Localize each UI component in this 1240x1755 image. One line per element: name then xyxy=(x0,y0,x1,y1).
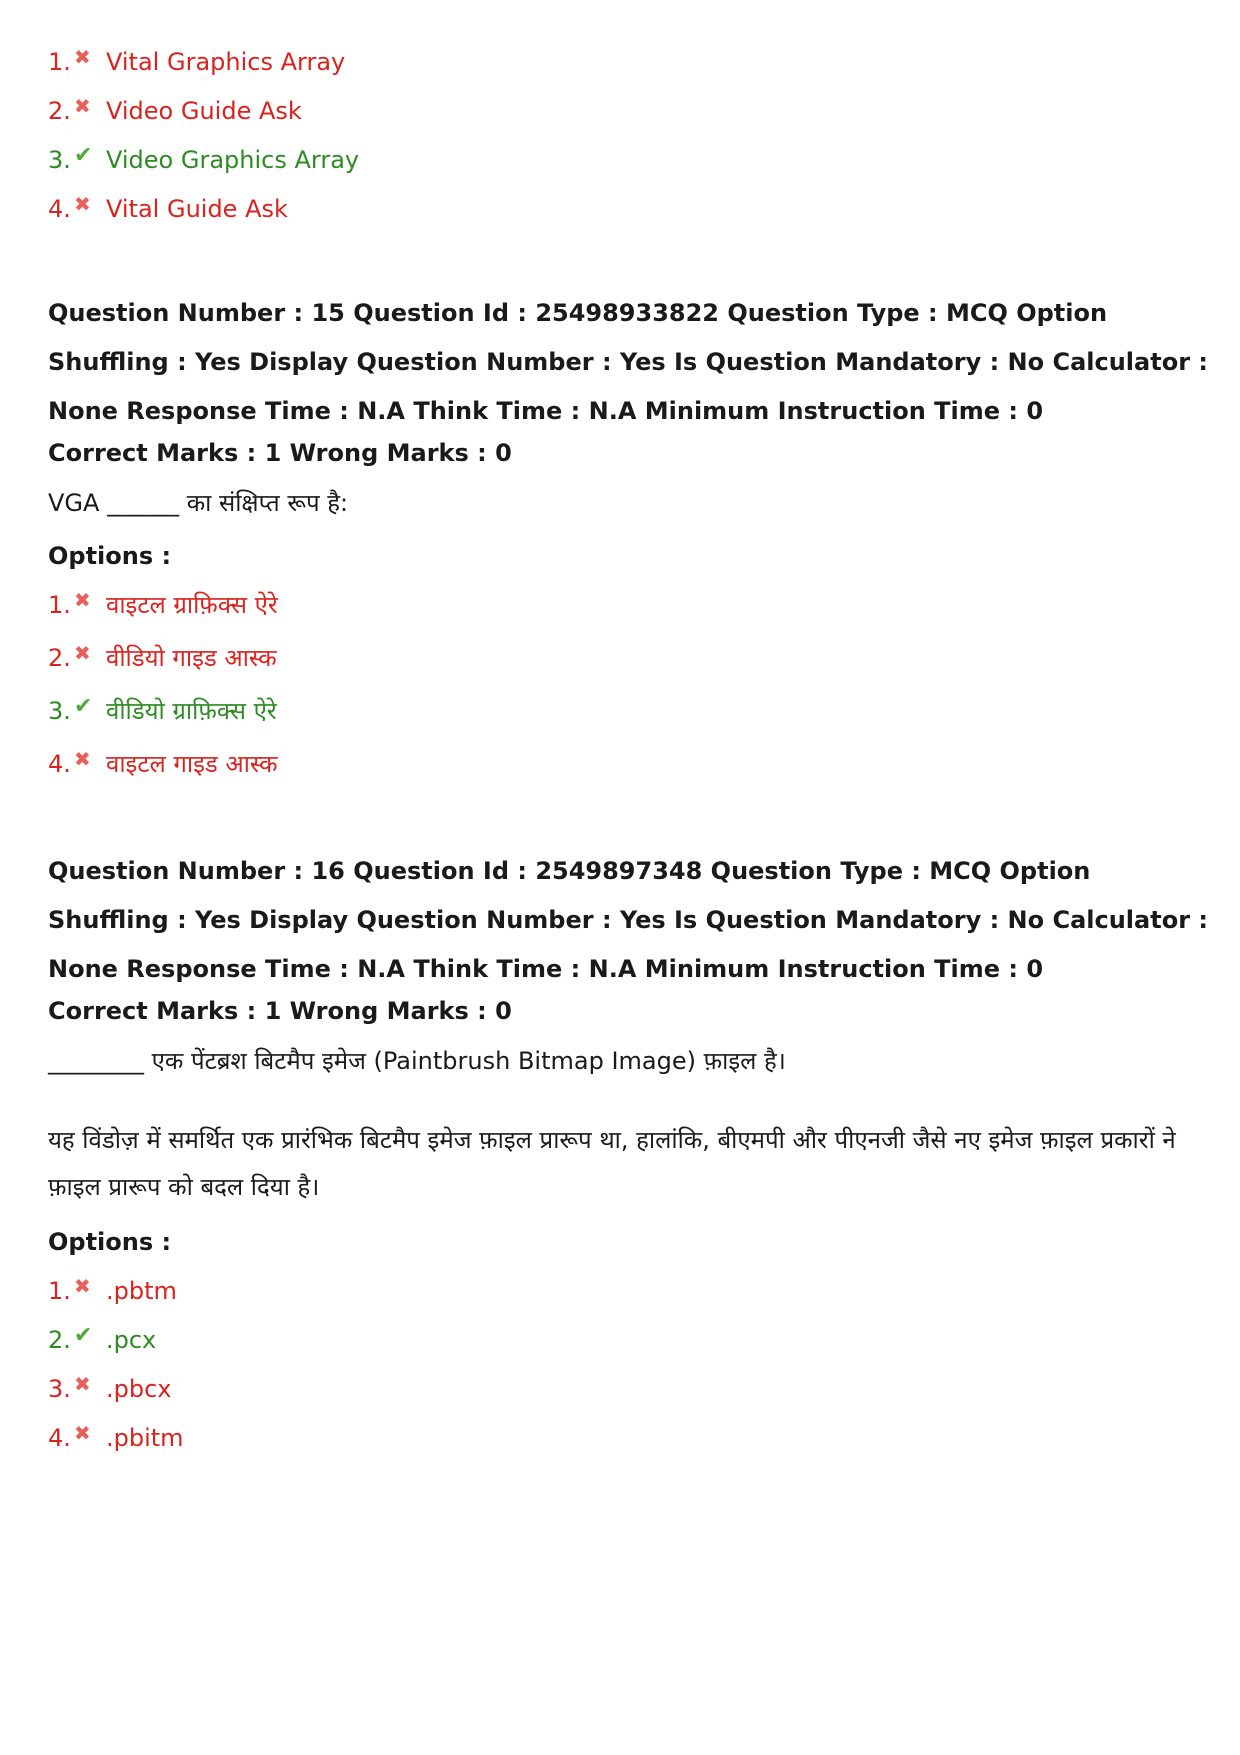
check-icon: ✔ xyxy=(74,143,93,168)
option-text: वीडियो ग्राफ़िक्स ऐरे xyxy=(106,697,277,725)
options-heading: Options : xyxy=(48,542,172,570)
option-item xyxy=(48,1325,156,1355)
option-text: .pbcx xyxy=(106,1375,172,1403)
option-number: 3. xyxy=(48,697,71,725)
option-item xyxy=(48,1374,172,1404)
option-item xyxy=(48,145,359,175)
option-number: 2. xyxy=(48,644,71,672)
option-text: वीडियो गाइड आस्क xyxy=(106,644,277,672)
cross-icon: ✖ xyxy=(74,192,91,216)
option-item xyxy=(48,590,278,620)
option-number: 4. xyxy=(48,1424,71,1452)
check-icon: ✔ xyxy=(74,694,93,719)
option-text: .pbitm xyxy=(106,1424,184,1452)
option-item xyxy=(48,1276,177,1306)
cross-icon: ✖ xyxy=(74,1372,91,1396)
option-text: .pcx xyxy=(106,1326,157,1354)
option-item xyxy=(48,1423,184,1453)
option-item xyxy=(48,194,288,224)
option-item xyxy=(48,749,278,779)
cross-icon: ✖ xyxy=(74,94,91,118)
cross-icon: ✖ xyxy=(74,747,91,771)
option-text: Vital Guide Ask xyxy=(106,195,288,223)
option-number: 1. xyxy=(48,48,71,76)
cross-icon: ✖ xyxy=(74,1421,91,1445)
option-number: 2. xyxy=(48,97,71,125)
question-explanation: यह विंडोज़ में समर्थित एक प्रारंभिक बिटमैप इमेज फ़ाइल प्रारूप था, हालांकि, बीएमपी और पीएनजी जैसे नए इमेज फ़ाइल प्रकारों ने फ़ाइल प्रारूप को बदल दिया है। xyxy=(48,1126,1176,1201)
question-marks: Correct Marks : 1 Wrong Marks : 0 xyxy=(48,439,512,467)
option-text: Video Graphics Array xyxy=(106,146,360,174)
option-text: Video Guide Ask xyxy=(106,97,302,125)
option-item xyxy=(48,47,345,77)
check-icon: ✔ xyxy=(74,1323,93,1348)
option-number: 1. xyxy=(48,1277,71,1305)
options-heading: Options : xyxy=(48,1228,172,1256)
option-text: .pbtm xyxy=(106,1277,177,1305)
option-number: 4. xyxy=(48,195,71,223)
question-marks: Correct Marks : 1 Wrong Marks : 0 xyxy=(48,997,512,1025)
cross-icon: ✖ xyxy=(74,1274,91,1298)
cross-icon: ✖ xyxy=(74,641,91,665)
option-item xyxy=(48,696,277,726)
option-text: वाइटल गाइड आस्क xyxy=(106,750,278,778)
cross-icon: ✖ xyxy=(74,588,91,612)
question-text: VGA ______ का संक्षिप्त रूप है: xyxy=(48,489,349,517)
cross-icon: ✖ xyxy=(74,45,91,69)
option-item xyxy=(48,96,302,126)
option-number: 3. xyxy=(48,1375,71,1403)
question-meta: Question Number : 15 Question Id : 25498933822 Question Type : MCQ Option Shuffling : Yes Display Question Number : Yes Is Question Mandatory : No Calculator : None Response Time : N.A Think Time : N.A Minimum Instruction Time : 0 xyxy=(48,299,1208,425)
option-number: 3. xyxy=(48,146,71,174)
option-item xyxy=(48,643,277,673)
option-text: वाइटल ग्राफ़िक्स ऐरे xyxy=(106,591,278,619)
option-number: 1. xyxy=(48,591,71,619)
question-text: ________ एक पेंटब्रश बिटमैप इमेज (Paintbrush Bitmap Image) फ़ाइल है। xyxy=(48,1047,786,1075)
option-number: 2. xyxy=(48,1326,71,1354)
option-text: Vital Graphics Array xyxy=(106,48,346,76)
question-meta: Question Number : 16 Question Id : 2549897348 Question Type : MCQ Option Shuffling : Yes Display Question Number : Yes Is Question Mandatory : No Calculator : None Response Time : N.A Think Time : N.A Minimum Instruction Time : 0 xyxy=(48,857,1208,983)
option-number: 4. xyxy=(48,750,71,778)
